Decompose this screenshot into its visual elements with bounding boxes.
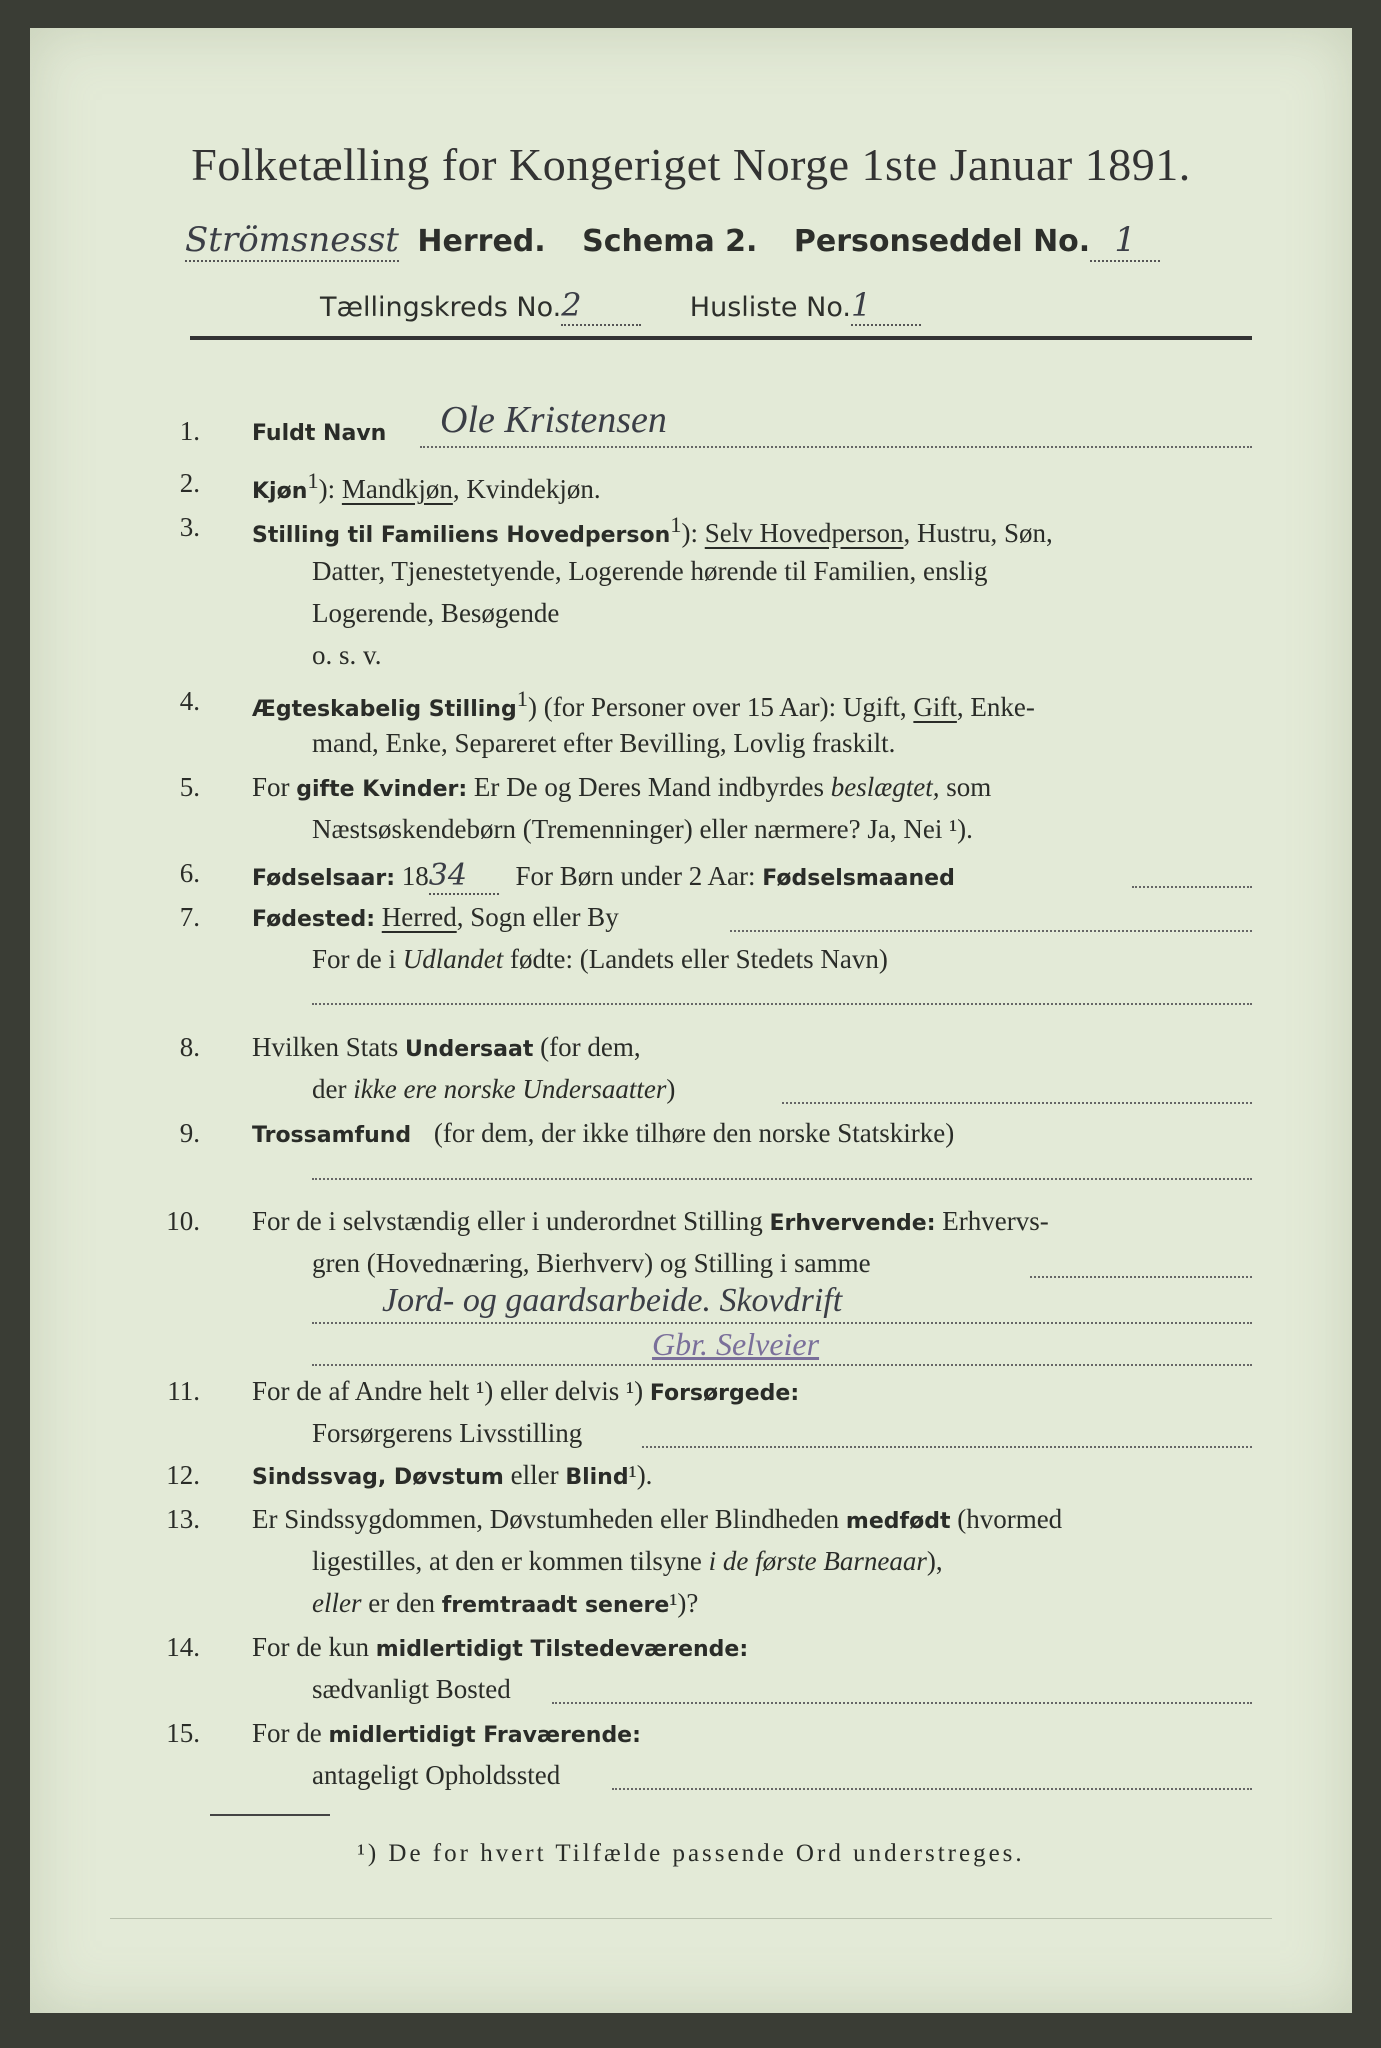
item-10-line2: gren (Hovednæring, Bierhverv) og Stilling i samme	[312, 1248, 871, 1278]
item-13	[252, 1504, 1062, 1535]
sindssvag-label: Sindssvag, Døvstum	[252, 1465, 504, 1490]
item-number: 12.	[166, 1460, 200, 1490]
item-number: 3.	[179, 512, 200, 542]
item-5-pre: For	[252, 772, 290, 802]
item-number: 9.	[179, 1118, 200, 1148]
form-title: Folketælling for Kongeriget Norge 1ste Januar 1891.	[191, 139, 1191, 190]
husliste-number: 1	[851, 286, 921, 326]
opholdssted-line	[612, 1788, 1252, 1790]
undersaat-line	[782, 1102, 1252, 1104]
item-4-text: ) (for Personer over 15 Aar): Ugift,	[527, 692, 907, 722]
personseddel-label: Personseddel No.	[793, 224, 1091, 259]
item-5-text-b: som	[946, 772, 992, 802]
medfodt-label: medfødt	[845, 1509, 951, 1534]
txt: )	[666, 1074, 676, 1104]
udlandet-italic: Udlandet	[402, 944, 504, 974]
footnote: ¹) De for hvert Tilfælde passende Ord understreges.	[357, 1840, 1025, 1867]
txt: er den	[368, 1588, 435, 1618]
husliste-label: Husliste No.	[689, 292, 851, 323]
occupation-annotation-handwritten: Gbr. Selveier	[652, 1326, 820, 1362]
item-5-text: Er De og Deres Mand indbyrdes	[473, 772, 825, 802]
item-3-line3: Logerende, Besøgende	[312, 598, 560, 628]
item-3-line2: Datter, Tjenestetyende, Logerende hørende til Familien, enslig	[312, 556, 988, 586]
item-number: 10.	[166, 1206, 200, 1236]
txt: For de	[252, 1718, 322, 1748]
header-rule	[190, 336, 1252, 340]
item-number: 1.	[179, 416, 200, 446]
item-number: 6.	[179, 858, 200, 888]
item-number: 2.	[179, 468, 200, 498]
item-9	[252, 1118, 954, 1149]
schema-label: Schema 2.	[582, 224, 758, 259]
item-4	[252, 686, 1035, 723]
item-3-line4: o. s. v.	[312, 640, 382, 670]
census-form-sheet	[30, 28, 1352, 2013]
txt: fødte: (Landets eller Stedets Navn)	[510, 944, 888, 974]
item-1	[252, 416, 386, 447]
forsorgede-label: Forsørgede:	[649, 1381, 800, 1406]
item-13-line3	[312, 1588, 698, 1619]
fodselsmaaned-line	[1132, 886, 1252, 888]
item-10	[252, 1206, 1049, 1237]
fold-line	[110, 1918, 1272, 1919]
mandkjon-underlined: Mandkjøn	[341, 474, 453, 504]
kjon-label: Kjøn	[252, 479, 308, 504]
erhverv-line-2	[312, 1322, 1252, 1324]
item-number: 13.	[166, 1504, 200, 1534]
herred-underlined: Herred	[381, 902, 457, 932]
item-7-text: , Sogn eller By	[456, 902, 619, 932]
herred-name-handwritten: Strömsnesst	[185, 220, 399, 260]
fodselsaar-label: Fødselsaar:	[252, 866, 395, 891]
txt: For de af Andre helt ¹) eller delvis ¹)	[252, 1376, 644, 1406]
txt: (for dem, der ikke tilhøre den norske Statskirke)	[433, 1118, 955, 1148]
trossamfund-label: Trossamfund	[252, 1123, 412, 1148]
aegteskab-label: Ægteskabelig Stilling	[252, 697, 517, 722]
item-number: 14.	[166, 1632, 200, 1662]
stilling-label: Stilling til Familiens Hovedperson	[252, 523, 671, 548]
item-7	[252, 902, 619, 933]
footnote-mark: 1	[670, 512, 682, 537]
txt: eller	[510, 1460, 559, 1490]
item-12	[252, 1460, 652, 1491]
gift-underlined: Gift	[913, 692, 957, 722]
herred-label: Herred.	[417, 224, 546, 259]
txt: (for dem,	[540, 1032, 641, 1062]
txt: ),	[926, 1546, 943, 1576]
footnote-rule	[210, 1814, 330, 1816]
item-number: 8.	[179, 1032, 200, 1062]
txt: ¹).	[628, 1460, 653, 1490]
item-number: 7.	[179, 902, 200, 932]
footnote-mark: 1	[516, 686, 528, 711]
fravaerende-label: midlertidigt Fraværende:	[328, 1723, 641, 1748]
fodselsmaaned-label: Fødselsmaaned	[762, 866, 955, 891]
item-number: 4.	[179, 686, 200, 716]
gifte-kvinder-label: gifte Kvinder:	[296, 777, 468, 802]
beslaegtet-italic: beslægtet,	[830, 772, 940, 802]
name-handwritten: Ole Kristensen	[440, 399, 667, 441]
tilstedevaerende-label: midlertidigt Tilstedeværende:	[375, 1637, 749, 1662]
item-2	[252, 468, 601, 505]
kreds-line	[320, 286, 921, 326]
item-14-line2: sædvanligt Bosted	[312, 1674, 511, 1704]
item-number: 5.	[179, 772, 200, 802]
kreds-label: Tællingskreds No.	[320, 292, 562, 323]
item-15	[252, 1718, 641, 1749]
txt: der	[312, 1074, 347, 1104]
item-14	[252, 1632, 748, 1663]
item-4-text2: , Enke-	[956, 692, 1035, 722]
item-15-line2: antageligt Opholdssted	[312, 1760, 561, 1790]
txt: For de i	[312, 944, 396, 974]
occupation-handwritten: Jord- og gaardsarbeide. Skovdrift	[382, 1282, 843, 1319]
item-13-line2	[312, 1546, 943, 1577]
item-8	[252, 1032, 641, 1063]
item-5-line2: Næstsøskendebørn (Tremenninger) eller nærmere? Ja, Nei ¹).	[312, 814, 973, 844]
punct: ):	[318, 474, 336, 504]
item-3-rest: , Hustru, Søn,	[903, 518, 1053, 548]
fodested-label: Fødested:	[252, 907, 375, 932]
txt: Hvilken Stats	[252, 1032, 399, 1062]
personseddel-number: 1	[1090, 220, 1160, 262]
erhverv-line-1	[1030, 1276, 1252, 1278]
txt: ¹)?	[669, 1588, 699, 1618]
name-dotted-line	[420, 446, 1252, 448]
txt: For de i selvstændig eller i underordnet Stilling	[252, 1206, 763, 1236]
bosted-line	[552, 1702, 1252, 1704]
item-11	[252, 1376, 799, 1407]
kreds-number: 2	[561, 286, 641, 326]
item-8-line2	[312, 1074, 675, 1105]
foreign-birthplace-line	[312, 1003, 1252, 1005]
fuldt-navn-label: Fuldt Navn	[252, 421, 387, 446]
erhvervende-label: Erhvervende:	[769, 1211, 936, 1236]
item-5	[252, 772, 991, 803]
birth-year-handwritten: 34	[429, 858, 499, 895]
txt: Er Sindssygdommen, Døvstumheden eller Blindheden	[252, 1504, 840, 1534]
item-3	[252, 512, 1053, 549]
erhverv-line-3	[312, 1364, 1252, 1366]
item-number: 11.	[167, 1376, 200, 1406]
item-7-line2	[312, 944, 888, 975]
forsorger-line	[642, 1446, 1252, 1448]
ikke-norske-italic: ikke ere norske Undersaatter	[353, 1074, 667, 1104]
herred-line	[185, 220, 1160, 262]
item-11-line2: Forsørgerens Livsstilling	[312, 1418, 583, 1448]
item-number: 15.	[166, 1718, 200, 1748]
selv-hovedperson-underlined: Selv Hovedperson	[704, 518, 904, 548]
undersaat-label: Undersaat	[405, 1037, 534, 1062]
year-prefix: 18	[401, 861, 429, 891]
kvindekjon-option: , Kvindekjøn.	[452, 474, 601, 504]
punct: ):	[681, 518, 698, 548]
fodested-line	[730, 930, 1252, 932]
footnote-mark: 1	[307, 468, 319, 493]
item-4-line2: mand, Enke, Separeret efter Bevilling, Lovlig fraskilt.	[312, 728, 896, 758]
txt: (hvormed	[957, 1504, 1063, 1534]
item-6-text: For Børn under 2 Aar:	[515, 861, 756, 891]
blind-label: Blind	[565, 1465, 629, 1490]
trossamfund-line	[312, 1178, 1252, 1180]
barneaar-italic: i de første Barneaar	[708, 1546, 927, 1576]
txt: For de kun	[252, 1632, 369, 1662]
fremtraadt-label: fremtraadt senere	[441, 1593, 670, 1618]
txt: Erhvervs-	[942, 1206, 1049, 1236]
txt: ligestilles, at den er kommen tilsyne	[312, 1546, 702, 1576]
item-6	[252, 858, 955, 895]
eller-italic: eller	[312, 1588, 362, 1618]
